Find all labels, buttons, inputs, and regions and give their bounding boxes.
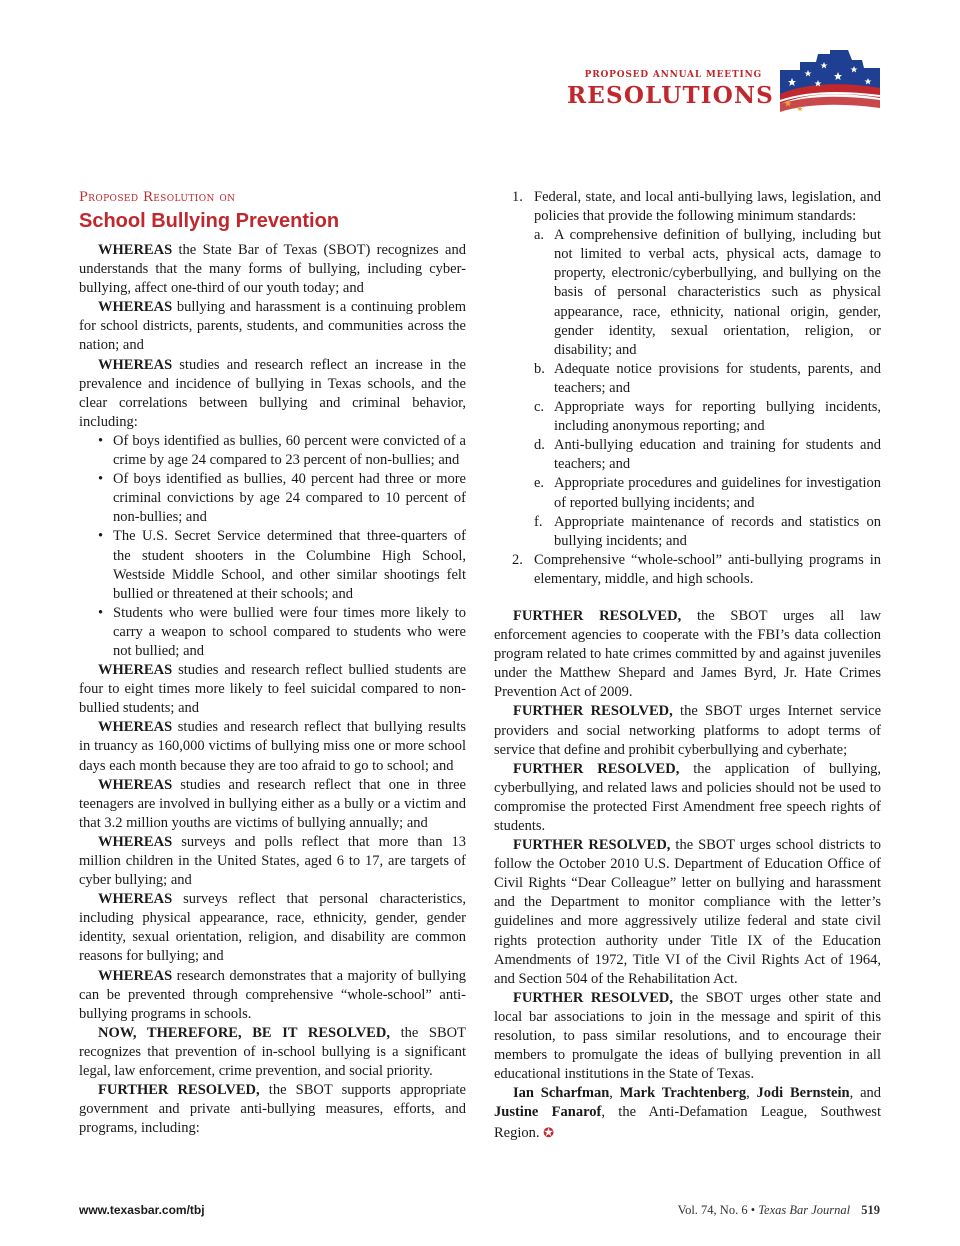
list-item: • Of boys identified as bullies, 60 percent were convicted of a crime by age 24 compared to 23 percent of non-bullies; and: [113, 432, 466, 470]
list-item: d. Anti-bullying education and training for students and teachers; and: [534, 437, 881, 473]
header-kicker: PROPOSED ANNUAL MEETING: [584, 70, 762, 80]
paragraph: WHEREAS surveys reflect that personal characteristics, including physical appearance, race, ethnicity, gender, gender identity, sexual orientation, religion, and disability are common reasons for bullying; and: [79, 891, 466, 965]
paragraph: WHEREAS studies and research reflect that one in three teenagers are involved in bullying either as a bully or a victim and that 3.2 million youths are victims of bullying annually; and: [79, 776, 466, 831]
footer-volume: Vol. 74, No. 6: [677, 1203, 748, 1217]
author-name: Mark Trachtenberg: [619, 1085, 747, 1102]
footer-journal: Texas Bar Journal: [758, 1203, 851, 1217]
list-item: 1. Federal, state, and local anti-bullying laws, legislation, and policies that provide the following minimum standards: a. A comprehensive definition of bullying, including but not limited to verbal acts, physical acts, damage to property, electronic/cyberbullying, and bullying on the basis of personal characteristics such as physical appearance, race, ethnicity, national origin, gender, gender identity, sexual orientation, religion, or disability; and b. Adequate notice provisions for students, parents, and teachers; and c. Appropriate ways for reporting bullying incidents, including anonymous reporting; and d. Anti-bullying education and training for students and teachers; and e. Appropriate procedures and guidelines for investigation of reported bullying incidents; and f. Appropriate maintenance of records and statistics on bullying incidents; and: [534, 188, 881, 551]
paragraph: WHEREAS research demonstrates that a majority of bullying can be prevented through comprehensive “whole-school” anti-bullying programs in schools.: [79, 967, 466, 1022]
numbered-list: [494, 188, 881, 589]
author-name: Ian Scharfman: [513, 1085, 610, 1102]
spacer: [494, 589, 881, 607]
paragraph: FURTHER RESOLVED, the SBOT urges Internet service providers and social networking platforms to adopt terms of service that define and prohibit cyberbullying and cyberhate;: [494, 703, 882, 758]
bullet-list: [79, 432, 466, 661]
paragraph: WHEREAS studies and research reflect that bullying results in truancy as 160,000 victims of bullying miss one or more school days each month because they are too afraid to go to school; and: [79, 719, 466, 774]
list-item: • Of boys identified as bullies, 40 percent had three or more criminal convictions by age 24 compared to 10 percent of non-bullies; and: [113, 470, 466, 527]
left-column: [79, 188, 466, 1138]
paragraph: FURTHER RESOLVED, the SBOT urges all law enforcement agencies to cooperate with the FBI’s data collection program related to hate crimes committed by and against juveniles under the Matthew Shepard and James Byrd, Jr. Hate Crimes Prevention Act of 2009.: [494, 607, 882, 701]
article-kicker: Proposed Resolution on: [79, 190, 236, 205]
list-item: • Students who were bullied were four times more likely to carry a weapon to school compared to students who were not bullied; and: [113, 604, 466, 661]
footer-bullet: •: [750, 1203, 756, 1217]
paragraph: FURTHER RESOLVED, the SBOT supports appropriate government and private anti-bullying measures, efforts, and programs, including:: [79, 1082, 466, 1137]
header-title: RESOLUTIONS: [566, 82, 774, 109]
author-name: Jodi Bernstein: [756, 1085, 850, 1102]
list-item: • The U.S. Secret Service determined that three-quarters of the student shooters in the Columbine High School, Westside Middle School, and other similar shootings felt bullied or threatened at their schools; and: [113, 527, 466, 603]
paragraph: WHEREAS studies and research reflect an increase in the prevalence and incidence of bullying in Texas schools, and the clear correlations between bullying and criminal behavior, including:: [79, 356, 466, 430]
page-number: 519: [861, 1203, 880, 1217]
list-item: 2. Comprehensive “whole-school” anti-bullying programs in elementary, middle, and high schools.: [512, 551, 881, 587]
paragraph: WHEREAS the State Bar of Texas (SBOT) recognizes and understands that the many forms of bullying, including cyber-bullying, affect one-third of our youth today; and: [79, 242, 466, 297]
author-name: Justine Fanarof: [494, 1104, 602, 1121]
paragraph: WHEREAS studies and research reflect bullied students are four to eight times more likely to feel suicidal compared to non-bullied students; and: [79, 662, 466, 717]
author-credits: Ian Scharfman, Mark Trachtenberg, Jodi Bernstein, and Justine Fanarof, the Anti-Defamation League, Southwest Region. ✪: [494, 1085, 881, 1141]
lettered-list: [534, 226, 881, 551]
section-header: [566, 48, 882, 118]
paragraph: WHEREAS bullying and harassment is a continuing problem for school districts, parents, students, and communities across the nation; and: [79, 299, 466, 354]
list-item: e. Appropriate procedures and guidelines for investigation of reported bullying incidents; and: [534, 475, 881, 511]
end-star-icon: ✪: [543, 1124, 555, 1140]
list-item: b. Adequate notice provisions for students, parents, and teachers; and: [534, 360, 881, 396]
footer-url[interactable]: www.texasbar.com/tbj: [79, 1203, 205, 1217]
paragraph: FURTHER RESOLVED, the SBOT urges other state and local bar associations to join in the message and spirit of this resolution, to pass similar resolutions, and to encourage their members to promulgate the ideas of bullying prevention in all educational institutions in the State of Texas.: [494, 989, 881, 1083]
paragraph: FURTHER RESOLVED, the SBOT urges school districts to follow the October 2010 U.S. Department of Education Office of Civil Rights “Dear Colleague” letter on bullying and harassment and the Department to monitor compliance with the letter’s guidelines and more aggressively utilize federal and state civil rights protection authority under Title IX of the Education Amendments of 1972, Title VI of the Civil Rights Act of 1964, and Section 504 of the Rehabilitation Act.: [494, 837, 882, 987]
list-item: a. A comprehensive definition of bullying, including but not limited to verbal acts, physical acts, damage to property, electronic/cyberbullying, and bullying on the basis of personal characteristics such as physical appearance, race, ethnicity, national origin, gender, gender identity, sexual orientation, religion, or disability; and: [534, 227, 881, 358]
list-item: f. Appropriate maintenance of records and statistics on bullying incidents; and: [534, 513, 881, 549]
paragraph: FURTHER RESOLVED, the application of bullying, cyberbullying, and related laws and policies should not be used to compromise the protected First Amendment free speech rights of students.: [494, 760, 881, 834]
paragraph: WHEREAS surveys and polls reflect that more than 13 million children in the United States, aged 6 to 17, are targets of cyber bullying; and: [79, 833, 466, 889]
article-title: School Bullying Prevention: [79, 210, 340, 232]
texas-flag-logo-icon: [778, 48, 882, 114]
right-column: [494, 188, 881, 1143]
footer-citation: [678, 1203, 880, 1218]
paragraph: NOW, THEREFORE, BE IT RESOLVED, the SBOT recognizes that prevention of in-school bullying is a significant legal, law enforcement, crime prevention, and social priority.: [79, 1024, 466, 1080]
list-item: c. Appropriate ways for reporting bullying incidents, including anonymous reporting; and: [534, 399, 881, 435]
